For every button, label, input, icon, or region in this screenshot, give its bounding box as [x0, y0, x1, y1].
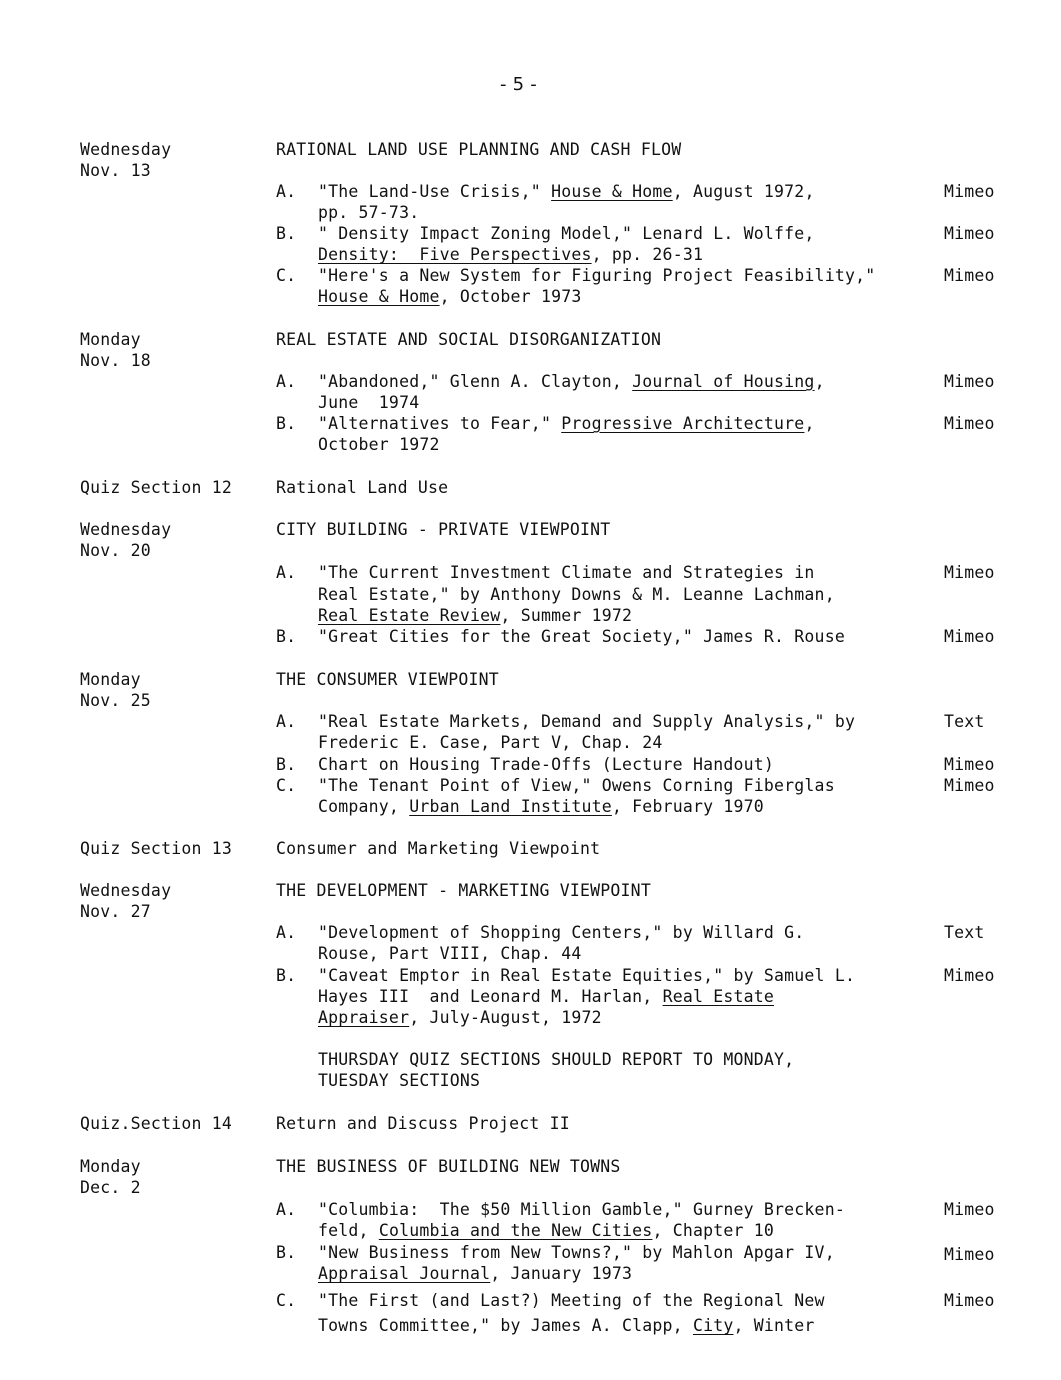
session-day: Monday	[80, 670, 141, 689]
item-letter: A.	[276, 1200, 297, 1219]
session-topic: THE BUSINESS OF BUILDING NEW TOWNS	[276, 1157, 621, 1176]
session-topic: REAL ESTATE AND SOCIAL DISORGANIZATION	[276, 330, 662, 349]
publication-title: Journal of Housing	[632, 372, 815, 391]
reading-line: June 1974	[318, 393, 420, 412]
status-label: Mimeo	[944, 266, 995, 285]
quiz-section-label: Quiz Section 13	[80, 839, 233, 858]
reading-text: , Winter	[733, 1316, 815, 1335]
reading-line: Rouse, Part VIII, Chap. 44	[318, 944, 582, 963]
publication-title: Real Estate	[662, 987, 775, 1006]
reading-line: "The Tenant Point of View," Owens Corning Fiberglas	[318, 776, 835, 795]
session-topic: Rational Land Use	[276, 478, 449, 497]
item-letter: B.	[276, 1243, 297, 1262]
item-letter: B.	[276, 224, 297, 243]
session-topic: Consumer and Marketing Viewpoint	[276, 839, 601, 858]
session-day: Wednesday	[80, 520, 172, 539]
publication-title: City	[692, 1316, 734, 1335]
reading-text: feld,	[318, 1221, 379, 1240]
reading-text: ,	[804, 414, 815, 433]
status-label: Mimeo	[944, 563, 995, 582]
session-topic: THE CONSUMER VIEWPOINT	[276, 670, 499, 689]
session-date: Nov. 13	[80, 161, 151, 180]
reading-line: Frederic E. Case, Part V, Chap. 24	[318, 733, 663, 752]
publication-title: House & Home	[318, 287, 440, 306]
reading-text: Towns Committee," by James A. Clapp,	[318, 1316, 693, 1335]
page-number: - 5 -	[500, 74, 537, 95]
reading-line: Real Estate," by Anthony Downs & M. Leanne Lachman,	[318, 585, 835, 604]
reading-line: "The Current Investment Climate and Strategies in	[318, 563, 815, 582]
item-letter: B.	[276, 966, 297, 985]
session-topic: CITY BUILDING - PRIVATE VIEWPOINT	[276, 520, 611, 539]
reading-line	[318, 1263, 632, 1284]
item-letter: C.	[276, 266, 297, 285]
session-topic: RATIONAL LAND USE PLANNING AND CASH FLOW	[276, 140, 682, 159]
reading-text: Hayes III and Leonard M. Harlan,	[318, 987, 663, 1006]
publication-title: House & Home	[551, 182, 673, 201]
reading-text: "The Land-Use Crisis,"	[318, 182, 552, 201]
reading-text: , Summer 1972	[500, 606, 633, 625]
reading-line: Chart on Housing Trade-Offs (Lecture Handout)	[318, 755, 775, 774]
item-letter: A.	[276, 372, 297, 391]
reading-line	[318, 181, 815, 202]
status-label: Mimeo	[944, 1291, 995, 1310]
reading-line: "Great Cities for the Great Society," James R. Rouse	[318, 627, 845, 646]
reading-line	[318, 413, 815, 434]
reading-line: "New Business from New Towns?," by Mahlon Apgar IV,	[318, 1243, 835, 1262]
item-letter: C.	[276, 776, 297, 795]
reading-text: ,	[814, 372, 825, 391]
publication-title: Columbia and the New Cities	[378, 1221, 653, 1240]
session-date: Nov. 18	[80, 351, 151, 370]
session-date: Nov. 20	[80, 541, 151, 560]
status-label: Mimeo	[944, 182, 995, 201]
reading-line	[318, 796, 764, 817]
reading-line: "The First (and Last?) Meeting of the Regional New	[318, 1291, 825, 1310]
item-letter: C.	[276, 1291, 297, 1310]
session-day: Monday	[80, 1157, 141, 1176]
publication-title: Real Estate Review	[318, 606, 501, 625]
publication-title: Urban Land Institute	[409, 797, 612, 816]
status-label: Mimeo	[944, 755, 995, 774]
session-day: Wednesday	[80, 881, 172, 900]
session-topic: Return and Discuss Project II	[276, 1114, 570, 1133]
reading-line: "Here's a New System for Figuring Project Feasibility,"	[318, 266, 876, 285]
reading-line: "Caveat Emptor in Real Estate Equities," by Samuel L.	[318, 966, 856, 985]
reading-line	[318, 286, 581, 307]
reading-line	[318, 371, 825, 392]
status-label: Mimeo	[944, 966, 995, 985]
reading-line: pp. 57-73.	[318, 203, 420, 222]
item-letter: A.	[276, 712, 297, 731]
publication-title: Density: Five Perspectives	[318, 245, 592, 264]
item-letter: A.	[276, 563, 297, 582]
publication-title: Progressive Architecture	[561, 414, 805, 433]
reading-text: , Chapter 10	[652, 1221, 775, 1240]
status-label: Text	[944, 712, 985, 731]
reading-text: "Alternatives to Fear,"	[318, 414, 562, 433]
schedule-note: THURSDAY QUIZ SECTIONS SHOULD REPORT TO MONDAY,	[318, 1050, 795, 1069]
session-date: Nov. 27	[80, 902, 151, 921]
reading-text: , January 1973	[490, 1264, 633, 1283]
item-letter: B.	[276, 627, 297, 646]
status-label: Text	[944, 923, 985, 942]
quiz-section-label: Quiz Section 12	[80, 478, 233, 497]
quiz-section-label: Quiz.Section 14	[80, 1114, 233, 1133]
reading-line	[318, 1315, 815, 1336]
item-letter: A.	[276, 182, 297, 201]
reading-line	[318, 1220, 774, 1241]
session-topic: THE DEVELOPMENT - MARKETING VIEWPOINT	[276, 881, 651, 900]
reading-line: "Development of Shopping Centers," by Willard G.	[318, 923, 805, 942]
status-label: Mimeo	[944, 414, 995, 433]
reading-text: , July-August, 1972	[409, 1008, 602, 1027]
reading-line	[318, 244, 703, 265]
reading-text: "Abandoned," Glenn A. Clayton,	[318, 372, 633, 391]
reading-line	[318, 986, 774, 1007]
session-day: Wednesday	[80, 140, 172, 159]
reading-text: , October 1973	[439, 287, 582, 306]
reading-text: , August 1972,	[672, 182, 815, 201]
reading-line: October 1972	[318, 435, 440, 454]
publication-title: Appraiser	[318, 1008, 410, 1027]
publication-title: Appraisal Journal	[318, 1264, 491, 1283]
reading-text: , pp. 26-31	[591, 245, 704, 264]
status-label: Mimeo	[944, 1200, 995, 1219]
session-day: Monday	[80, 330, 141, 349]
reading-line: "Real Estate Markets, Demand and Supply Analysis," by	[318, 712, 856, 731]
status-label: Mimeo	[944, 224, 995, 243]
item-letter: A.	[276, 923, 297, 942]
status-label: Mimeo	[944, 627, 995, 646]
reading-line	[318, 605, 632, 626]
status-label: Mimeo	[944, 1245, 995, 1264]
reading-line	[318, 1007, 602, 1028]
reading-text: , February 1970	[611, 797, 764, 816]
status-label: Mimeo	[944, 372, 995, 391]
session-date: Dec. 2	[80, 1178, 141, 1197]
item-letter: B.	[276, 414, 297, 433]
item-letter: B.	[276, 755, 297, 774]
reading-line: " Density Impact Zoning Model," Lenard L. Wolffe,	[318, 224, 815, 243]
reading-text: Company,	[318, 797, 410, 816]
reading-line: "Columbia: The $50 Million Gamble," Gurney Brecken-	[318, 1200, 845, 1219]
session-date: Nov. 25	[80, 691, 151, 710]
schedule-note: TUESDAY SECTIONS	[318, 1071, 481, 1090]
status-label: Mimeo	[944, 776, 995, 795]
